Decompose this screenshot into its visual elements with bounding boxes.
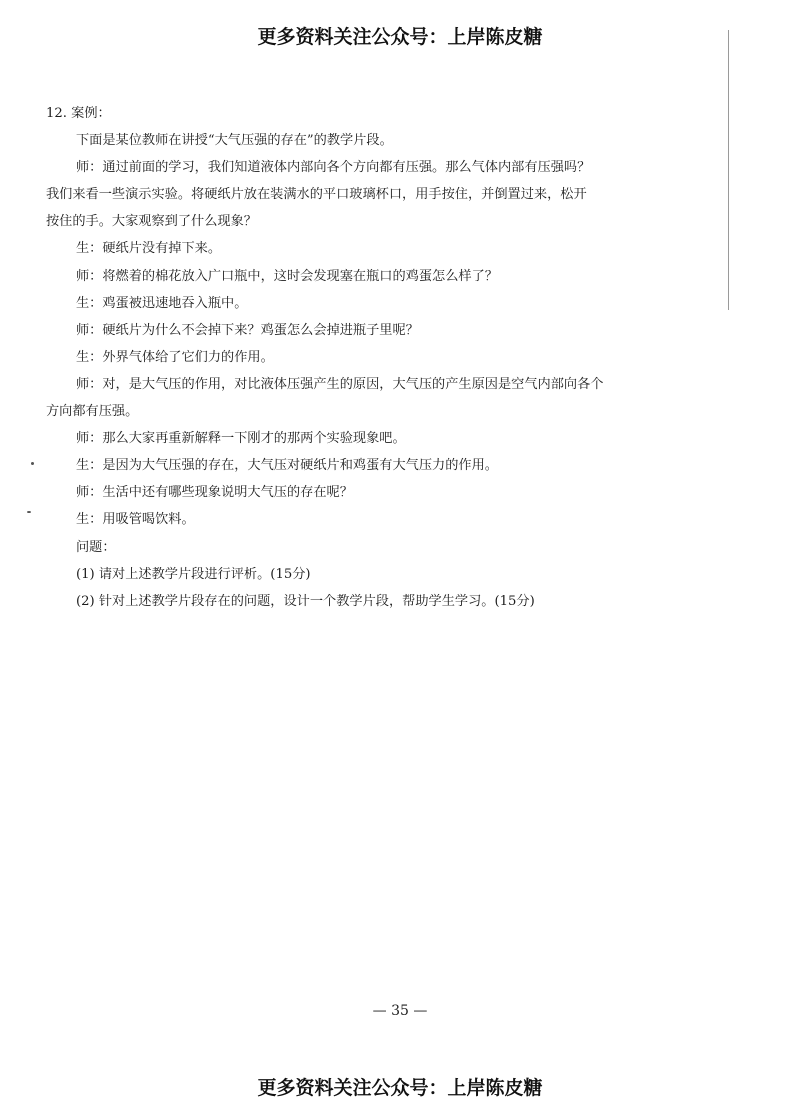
dialogue-line: 师：硬纸片为什么不会掉下来？鸡蛋怎么会掉进瓶子里呢？ [76,322,419,338]
case-title: 12. 案例： [46,106,111,121]
dialogue-line: 生：鸡蛋被迅速地吞入瓶中。 [76,295,248,311]
case-study [46,100,670,615]
dialogue-line: 师：那么大家再重新解释一下刚才的那两个实验现象吧。 [76,431,406,447]
question-item-2: (2) 针对上述教学片段存在的问题，设计一个教学片段，帮助学生学习。(15分) [76,593,535,609]
dialogue-line: 按住的手。大家观察到了什么现象？ [46,214,257,230]
questions-label: 问题： [76,539,116,555]
footer-watermark: 更多资料关注公众号：上岸陈皮糖 [257,1077,543,1099]
scan-speck [27,511,31,513]
dialogue-line: 师：对，是大气压的作用，对比液体压强产生的原因，大气压的产生原因是空气内部向各个 [76,376,604,392]
question-item-1: (1) 请对上述教学片段进行评析。(15分) [76,566,311,582]
dialogue-line: 师：将燃着的棉花放入广口瓶中，这时会发现塞在瓶口的鸡蛋怎么样了？ [76,268,498,284]
dialogue-line: 生：硬纸片没有掉下来。 [76,241,222,257]
dialogue-line: 生：是因为大气压强的存在，大气压对硬纸片和鸡蛋有大气压力的作用。 [76,458,498,474]
header-watermark: 更多资料关注公众号：上岸陈皮糖 [257,26,543,48]
scan-speck [31,462,34,465]
dialogue-line: 生：用吸管喝饮料。 [76,512,195,528]
dialogue-line: 师：通过前面的学习，我们知道液体内部向各个方向都有压强。那么气体内部有压强吗？ [76,160,591,176]
margin-rule [728,30,729,310]
dialogue-line: 师：生活中还有哪些现象说明大气压的存在呢？ [76,485,353,501]
dialogue-line: 我们来看一些演示实验。将硬纸片放在装满水的平口玻璃杯口，用手按住，并倒置过来，松开 [46,187,587,203]
case-intro: 下面是某位教师在讲授“大气压强的存在”的教学片段。 [76,133,393,149]
dialogue-line: 生：外界气体给了它们力的作用。 [76,349,274,365]
page-number: — 35 — [372,1003,428,1019]
dialogue-line: 方向都有压强。 [46,404,139,420]
